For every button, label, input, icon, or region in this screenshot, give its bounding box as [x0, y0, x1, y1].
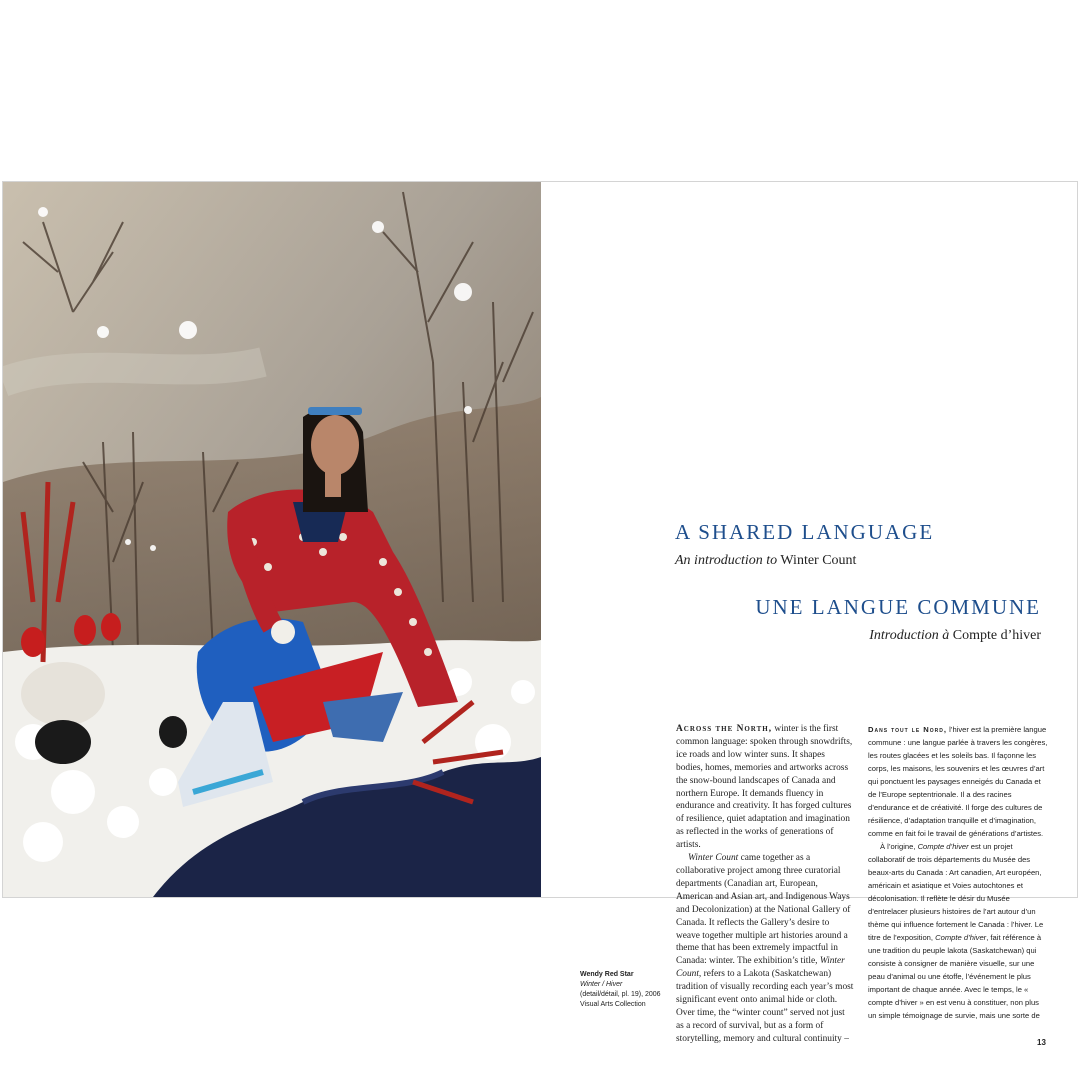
- french-p2-title-2: Compte d’hiver: [935, 933, 987, 942]
- book-spread: [2, 181, 1078, 1047]
- french-body-column: [868, 723, 1048, 1022]
- image-caption: [580, 970, 670, 1010]
- english-p1-text: winter is the first common language: spoken through snowdrifts, ice roads and low winter suns. It shapes bodies, homes, memories and artworks across the snow-bound landscapes of Canada and northern Europe. It demands fluency in endurance and creativity. It has forged cultures of resilience, quiet adaptation and imagination as reflected in the works of generations of artists.: [676, 724, 853, 851]
- subtitle-english-title: Winter Count: [780, 553, 857, 568]
- english-lead-in: Across the North,: [676, 724, 773, 734]
- french-p2-text-b: , fait référence à une tradition du peuple lakota (Saskatchewan) qui consiste à consigner de manière visuelle, sur une peau d’animal ou une étoffe, l’événement le plus important de chaque année. Avec le temps, le « compte d’hiver » en est venu à constituer, non plus un simple témoignage de survie, mais une sorte de: [868, 933, 1042, 1020]
- english-paragraph-1: [676, 723, 854, 852]
- subtitle-english-lead: An introduction to: [675, 553, 778, 568]
- french-p2-title: Compte d’hiver: [917, 842, 969, 851]
- subtitle-english: [675, 553, 856, 569]
- heading-english: A SHARED LANGUAGE: [675, 520, 935, 544]
- subtitle-french-lead: Introduction à: [869, 628, 950, 643]
- english-p2-title: Winter Count: [688, 853, 739, 864]
- artwork-illustration: [3, 182, 541, 897]
- french-p2-lead: À l’origine,: [880, 842, 918, 851]
- english-paragraph-2: [676, 852, 854, 1046]
- heading-french: UNE LANGUE COMMUNE: [755, 595, 1041, 619]
- caption-detail: (detail/détail, pl. 19), 2006: [580, 991, 661, 998]
- artwork-photograph: [3, 182, 541, 897]
- english-p2-text-b: , refers to a Lakota (Saskatchewan) tradition of visually recording each year’s most significant event onto animal hide or cloth. Over time, the “winter count” served not just as a record of survival, but as a form of storytelling, memory and cultural continuity –: [676, 969, 854, 1044]
- french-paragraph-1: [868, 723, 1048, 840]
- french-paragraph-2: [868, 840, 1048, 1022]
- english-p2-text-a: came together as a collaborative project among three curatorial departments (Canadian art, European, American and Asian art, and Indigenous Ways and Decolonization) at the National Gallery of Canada. It reflects the Gallery’s desire to weave together multiple art histories around a theme that has been extremely impactful in Canada: winter. The exhibition’s title,: [676, 853, 851, 967]
- french-p2-text-a: est un projet collaboratif de trois départements du Musée des beaux-arts du Canada : Art canadien, Art européen, américain et asiatique et Voies autochtones et décolonisation. Il reflète le désir du Musée d’entrelacer plusieurs histoires de l’art autour d’un thème qui influence fortement le Canada : l’hiver. Le titre de l’exposition,: [868, 842, 1044, 942]
- french-p1-text: l’hiver est la première langue commune : une langue parlée à travers les congères, les routes glacées et les soleils bas. Il façonne les corps, les maisons, les souvenirs et les œuvres d’art qui ponctuent les paysages enneigés du Canada et de l’Europe septentrionale. Il a des racines d’endurance et de créativité. Il forge des cultures de résilience, d’adaptation tranquille et d’imagination, comme en fait foi le travail de générations d’artistes.: [868, 725, 1048, 838]
- caption-collection: Visual Arts Collection: [580, 1001, 646, 1008]
- caption-work-title: Winter / Hiver: [580, 981, 623, 988]
- subtitle-french-title: Compte d’hiver: [952, 628, 1041, 643]
- page-number: 13: [1037, 1038, 1046, 1047]
- subtitle-french: [869, 628, 1041, 644]
- english-p2-title-2: Winter Count: [676, 956, 845, 980]
- french-lead-in: Dans tout le Nord,: [868, 725, 947, 734]
- english-body-column: [676, 723, 854, 1046]
- caption-artist: Wendy Red Star: [580, 971, 634, 978]
